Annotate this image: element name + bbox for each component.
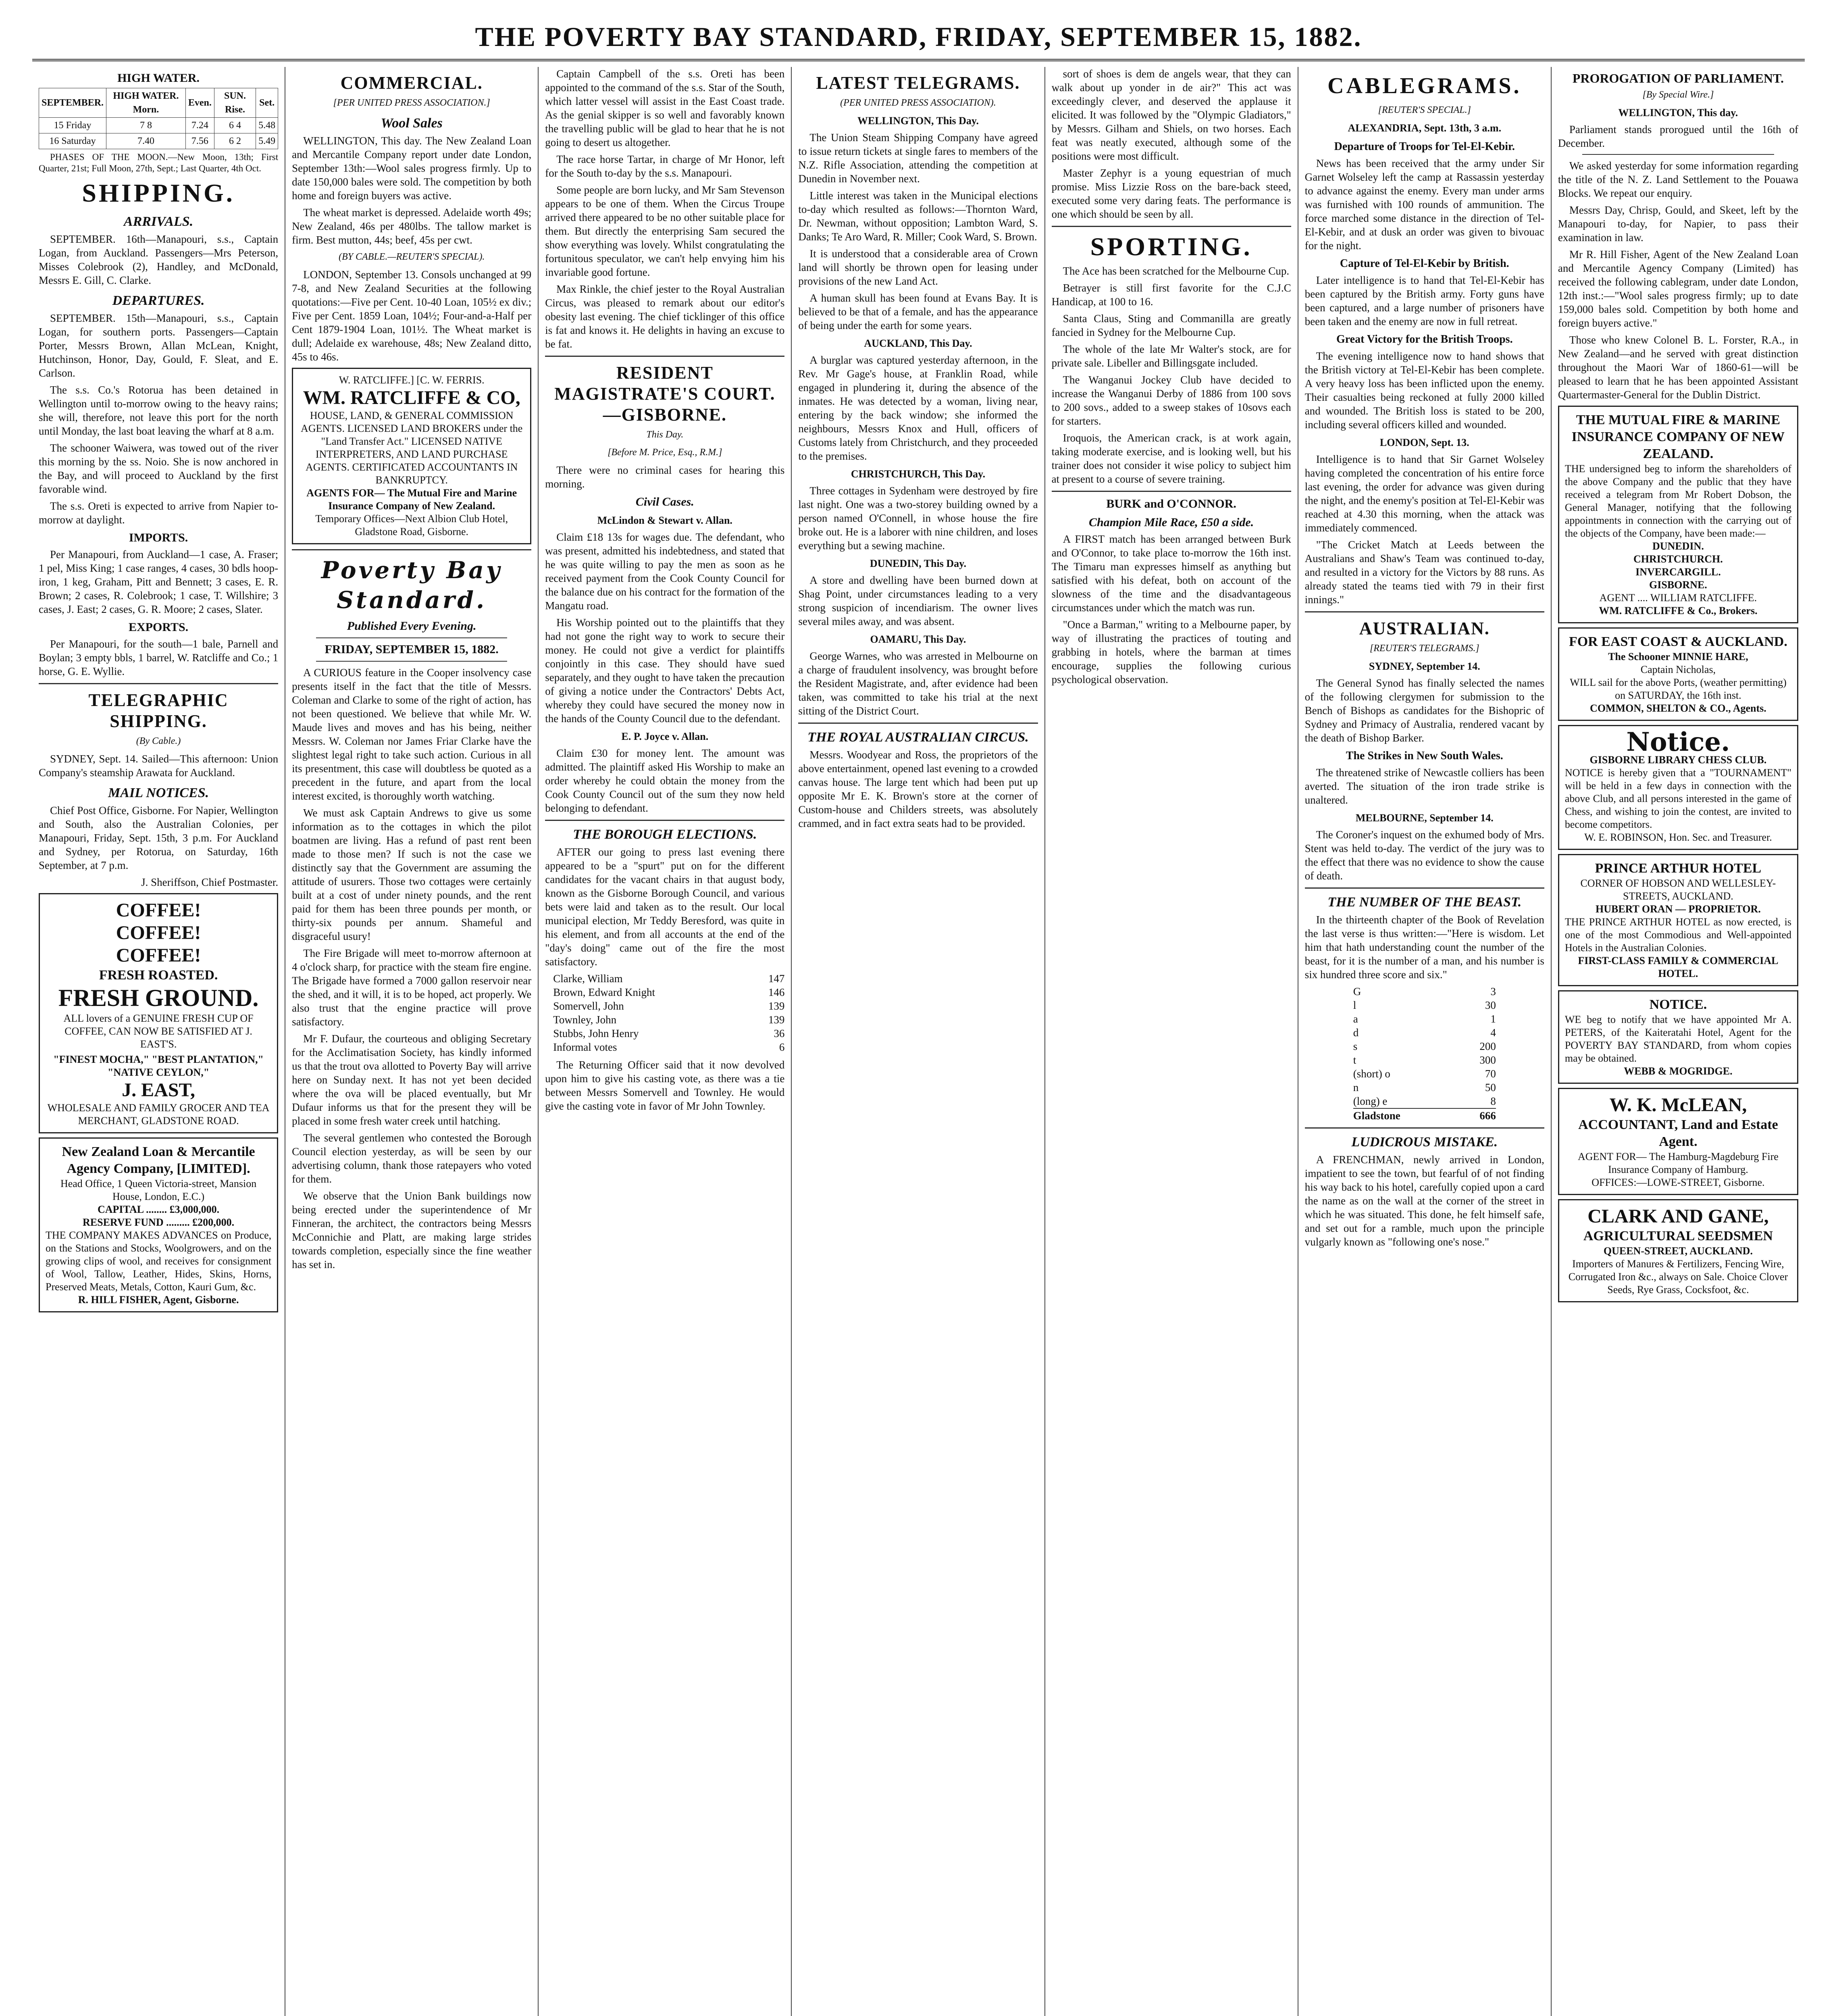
coffee-ground: FRESH GROUND. — [58, 985, 259, 1011]
burk-title: BURK and O'CONNOR. — [1106, 497, 1236, 510]
nz-loan-office: Head Office, 1 Queen Victoria-street, Mansion House, London, E.C.) — [60, 1178, 257, 1202]
divider — [39, 683, 278, 684]
beast-value: 70 — [1485, 1068, 1496, 1080]
australian-title: AUSTRALIAN. — [1359, 619, 1490, 638]
beast-title: THE NUMBER OF THE BEAST. — [1327, 895, 1522, 910]
nz-loan-body: THE COMPANY MAKES ADVANCES on Produce, on the Stations and Stocks, Woolgrowers, and on the growing clips of wool, and receives for consignment of Wool, Tallow, Leather, Hides, Skins, Horns, Preserved Meats, Metals, Cotton, Kauri Gum, &c. — [46, 1229, 272, 1293]
nz-loan-capital: CAPITAL ........ £3,000,000. — [97, 1204, 220, 1215]
news-paragraph: Messrs Day, Chrisp, Gould, and Skeet, left by the Manapouri to-day, for Napier, to pass their examination in law. — [1558, 204, 1798, 244]
mclean-title: W. K. McLEAN, — [1609, 1094, 1747, 1116]
divider — [1305, 1127, 1544, 1129]
coffee-line: COFFEE! — [116, 945, 201, 966]
sporting-paragraph: Betrayer is still first favorite for the C.J.C Handicap, at 100 to 16. — [1051, 282, 1291, 308]
list-item — [1353, 1053, 1496, 1067]
list-item — [1353, 1081, 1496, 1094]
shipping-title: SHIPPING. — [82, 179, 235, 207]
clark-title: CLARK AND GANE, — [1587, 1206, 1769, 1227]
table-header: Set. — [256, 88, 278, 118]
editorial-paragraph: The race horse Tartar, in charge of Mr Honor, left for the South to-day by the s.s. Manapouri. — [545, 153, 785, 179]
notice-sub: GISBORNE LIBRARY CHESS CLUB. — [1589, 754, 1767, 766]
notice-body: NOTICE is hereby given that a "TOURNAMENT" will be held in a few days in connection with the above Club, and all persons interested in the game of Chess, and wishing to join the contest, are invited to become competitors. — [1564, 767, 1791, 830]
list-item — [553, 972, 784, 985]
east-coast-title: FOR EAST COAST & AUCKLAND. — [1569, 634, 1787, 649]
beast-text: In the thirteenth chapter of the Book of Revelation the last verse is thus written:—"Here is wisdom. Let him that hath understanding count the number of the beast, for it is the number of a man, and his number is six hundred three score and six." — [1304, 914, 1544, 981]
news-headline: Great Victory for the British Troops. — [1336, 333, 1513, 346]
table-cell: 16 Saturday — [39, 133, 106, 149]
beast-letter: s — [1353, 1040, 1358, 1052]
candidate-votes: 6 — [779, 1041, 785, 1053]
news-paragraph: Later intelligence is to hand that Tel-El-Kebir has been captured by the British army. Forty guns have been captured, and a large number of prisoners have been taken and the enemy are now in full retreat. — [1304, 274, 1544, 327]
beast-letter: l — [1353, 999, 1356, 1011]
list-item — [553, 1040, 784, 1054]
notice2-title: NOTICE. — [1649, 997, 1707, 1012]
east-coast-captain: Captain Nicholas, — [1640, 664, 1716, 675]
telegraphic-text: SYDNEY, Sept. 14. Sailed—This afternoon: Union Company's steamship Arawata for Auckland. — [39, 753, 279, 779]
candidate-votes: 139 — [768, 1000, 785, 1012]
australian-sub: [REUTER'S TELEGRAMS.] — [1369, 643, 1479, 654]
mutual-city: DUNEDIN. — [1652, 540, 1704, 552]
candidate-name: Stubbs, John Henry — [553, 1027, 639, 1039]
ratcliffe-offices: Temporary Offices—Next Albion Club Hotel, Gladstone Road, Gisborne. — [315, 513, 508, 537]
wool-text: The wheat market is depressed. Adelaide worth 49s; New Zealand, 46s per 480lbs. The tallow market is firm. Best mutton, 44s; beef, 45s per cwt. — [292, 206, 532, 246]
sporting-paragraph: Iroquois, the American crack, is at work again, taking moderate exercise, and is looking well, but his trainer does not consider it wise policy to subject him at present to a course of severe training. — [1051, 432, 1291, 485]
beast-value: 8 — [1490, 1095, 1496, 1107]
beast-value: 50 — [1485, 1081, 1496, 1093]
editorial-paragraph: The Fire Brigade will meet to-morrow afternoon at 4 o'clock sharp, for practice with the steam fire engine. The Brigade have formed a 7000 gallon reservoir near the shed, and it will, it is to be hoped, act properly. We also trust that the engine practice will prove satisfactory. — [292, 947, 532, 1028]
hotel-title: PRINCE ARTHUR HOTEL — [1595, 861, 1762, 876]
list-item — [1353, 1026, 1496, 1039]
mutual-agent: AGENT .... WILLIAM RATCLIFFE. — [1599, 592, 1757, 604]
mutual-city: CHRISTCHURCH. — [1633, 553, 1723, 565]
ratcliffe-agents: AGENTS FOR— The Mutual Fire and Marine Insurance Company of New Zealand. — [306, 487, 517, 512]
sporting-paragraph: The whole of the late Mr Walter's stock, are for private sale. Libeller and Billingsgate included. — [1051, 343, 1291, 369]
table-cell: 5.48 — [256, 118, 278, 133]
shipping-paragraph: The schooner Waiwera, was towed out of the river this morning by the ss. Noio. She is now anchored in the Bay, and will proceed to Auckland by the first favorable wind. — [39, 442, 279, 495]
borough-title: THE BOROUGH ELECTIONS. — [573, 827, 757, 842]
sporting-title: SPORTING. — [1090, 232, 1252, 261]
column-2 — [285, 67, 539, 2016]
beast-table — [1353, 985, 1496, 1123]
exports-title: EXPORTS. — [129, 621, 189, 634]
circus-text: Master Zephyr is a young equestrian of much promise. Miss Lizzie Ross on the bare-back steed, executed some very daring feats. The performance is one which should be seen by all. — [1051, 167, 1291, 220]
news-paragraph: A human skull has been found at Evans Bay. It is believed to be that of a female, and has the appearance of being under the earth for some years. — [798, 292, 1038, 331]
column-5 — [1045, 67, 1298, 2016]
mutual-title: THE MUTUAL FIRE & MARINE INSURANCE COMPANY OF NEW ZEALAND. — [1571, 412, 1785, 461]
civil-case: E. P. Joyce v. Allan. — [621, 731, 709, 742]
divider — [545, 356, 784, 357]
dateline: OAMARU, This Day. — [870, 633, 966, 645]
divider — [1052, 226, 1291, 227]
published-line: Published Every Evening. — [347, 619, 476, 633]
beast-letter: G — [1353, 985, 1361, 998]
news-paragraph: The Union Steam Shipping Company have agreed to issue return tickets at single fares to members of the N.Z. Rifle Association, attending the competition at Dunedin in November next. — [798, 131, 1038, 185]
news-paragraph: News has been received that the army under Sir Garnet Wolseley left the camp at Rassassin yesterday to advance against the enemy. Every man under arms was furnished with 100 rounds of ammunition. The force marched some distance in the direction of Tel-El-Kebir, and at dusk an order was given to bivouac for the night. — [1304, 157, 1544, 252]
ratcliffe-ad — [292, 368, 531, 544]
shipping-paragraph: The s.s. Oreti is expected to arrive from Napier to-morrow at daylight. — [39, 500, 279, 526]
dateline: AUCKLAND, This Day. — [864, 337, 972, 349]
beast-total-label: Gladstone — [1353, 1110, 1400, 1122]
list-item — [1353, 1012, 1496, 1026]
beast-value: 4 — [1490, 1027, 1496, 1039]
dateline: SYDNEY, September 14. — [1369, 660, 1480, 672]
table-cell: 7 8 — [106, 118, 186, 133]
table-row — [39, 118, 278, 133]
civil-text: Claim £18 13s for wages due. The defendant, who was present, admitted his indebtedness, and stated that he was quite willing to pay the men as soon as he received payment from the Cook County Council for the balance due on his contract for the formation of the Mangatu road. — [545, 531, 785, 612]
clark-gane-ad — [1558, 1199, 1798, 1302]
moon-phases: PHASES OF THE MOON.—New Moon, 13th; First Quarter, 21st; Full Moon, 27th, Sept.; Last Quarter, 4th Oct. — [39, 152, 279, 173]
list-item — [1353, 1094, 1496, 1108]
news-paragraph: A burglar was captured yesterday afternoon, in the Rev. Mr Gage's house, at Franklin Road, while engaged in plundering it, during the absence of the inmates. He was detected by a woman, living near, entering by the back window; she informed the neighbours, Messrs Knox and Hull, officers of Customs lately from Christchurch, and they proceeded to the premises. — [798, 354, 1038, 462]
mutual-city: GISBORNE. — [1649, 579, 1707, 591]
mclean-offices: OFFICES:—LOWE-STREET, Gisborne. — [1592, 1177, 1765, 1188]
rm-intro: There were no criminal cases for hearing this morning. — [545, 464, 785, 490]
dateline: MELBOURNE, September 14. — [1355, 812, 1494, 824]
clark-body: Importers of Manures & Fertilizers, Fencing Wire, Corrugated Iron &c., always on Sale. Choice Clover Seeds, Rye Grass, Cocksfoot, &c. — [1568, 1258, 1788, 1295]
news-paragraph: A store and dwelling have been burned down at Shag Point, under circumstances leading to a very strong suspicion of incendiarism. The owner lives several miles away, and was absent. — [798, 574, 1038, 627]
table-header: SUN. Rise. — [214, 88, 256, 118]
sporting-paragraph: Santa Claus, Sting and Commanilla are greatly fancied in Sydney for the Melbourne Cup. — [1051, 312, 1291, 338]
coffee-line: COFFEE! — [116, 922, 201, 943]
columns — [32, 67, 1805, 2016]
editorial-paragraph: The several gentlemen who contested the Borough Council election yesterday, as will be seen by our advertising column, thank those ratepayers who voted for them. — [292, 1132, 532, 1185]
arrivals-text: SEPTEMBER. 16th—Manapouri, s.s., Captain Logan, from Auckland. Passengers—Mrs Peterson, Misses Colebrook (2), Handley, and McDonald, Messrs E. Gill, C. Clarke. — [39, 233, 279, 286]
shipping-paragraph: The s.s. Co.'s Rotorua has been detained in Wellington until to-morrow owing to the heavy rains; she will, therefore, not leave this port for the north until Monday, the last boat leaving the wharf at 8 a.m. — [39, 384, 279, 437]
column-6 — [1298, 67, 1552, 2016]
mutual-body: THE undersigned beg to inform the shareholders of the above Company and the public that they have received a telegram from Mr Robert Dobson, the General Manager, notifying that the following appointments in connection with the carrying out of the objects of the Company, have been made:— — [1564, 463, 1791, 539]
sporting-paragraph: The Wanganui Jockey Club have decided to increase the Wanganui Derby of 1886 from 100 sovs to 200 sovs., added to a sweep stakes of 10sovs each for starters. — [1051, 374, 1291, 427]
editorial-paragraph: Max Rinkle, the chief jester to the Royal Australian Circus, was pleased to remark about our editor's obesity last evening. The chief ticklinger of this office is fat and knows it. He delights in having an excuse to be fat. — [545, 283, 785, 350]
mail-text: Chief Post Office, Gisborne. For Napier, Wellington and South, also the Australian Colonies, per Manapouri, Friday, Sept. 15th, 3 p.m. For Auckland and Sydney, per Rotorua, on Saturday, 16th September, at 7 p.m. — [39, 804, 279, 871]
departures-text: SEPTEMBER. 15th—Manapouri, s.s., Captain Logan, for southern ports. Passengers—Captain Porter, Messrs Brown, Allan McLean, Knight, Hutchinson, Honor, Day, Gould, F. Sleat, and E. Carlson. — [39, 312, 279, 379]
list-item — [553, 999, 784, 1013]
news-paragraph: Little interest was taken in the Municipal elections to-day which resulted as follows:—Thornton Ward, Dr. Newman, without opposition; Lambton Ward, S. Danks; Te Aro Ward, R. Miller; Cook Ward, S. Brown. — [798, 190, 1038, 243]
list-item — [1353, 1108, 1496, 1123]
editorial-paragraph: We must ask Captain Andrews to give us some information as to the cottages in which the pilot boatmen are living. Has a refund of past rent been made to those men? If such is not the case we distinctly say that the Government are assuming the attitude of usurers. Those two cottages were certainly built at a cost of under ninety pounds, and the rent paid for them has been three pounds per month, or thirty-six pounds per annum. Shameful and disgraceful usury! — [292, 807, 532, 942]
beast-value: 300 — [1479, 1054, 1496, 1066]
mutual-sign: WM. RATCLIFFE & Co., Brokers. — [1599, 605, 1758, 616]
editorial-paragraph: A CURIOUS feature in the Cooper insolvency case presents itself in the fact that the title of Messrs. Coleman and Clarke to some of the right of action, has not been questioned. We believe that while Mr. W. Maude lives and moves and has his being, neither Messrs. W. Coleman nor James Friar Clarke have the slightest legal right to take such action. Curious in all its presentment, this case will doubtless be quoted as a precedent in the future, and apart from the local interest excited, is thoroughly worth watching. — [292, 666, 532, 802]
table-row — [39, 133, 278, 149]
imports-title: IMPORTS. — [129, 531, 188, 544]
candidate-name: Somervell, John — [553, 1000, 624, 1012]
candidate-votes: 36 — [774, 1027, 785, 1039]
latest-sub: (PER UNITED PRESS ASSOCIATION). — [840, 98, 996, 108]
notice2-body: WE beg to notify that we have appointed Mr A. PETERS, of the Kaiteratahi Hotel, Agent for the POVERTY BAY STANDARD, from whom copies may be obtained. — [1564, 1014, 1791, 1064]
editorial-paragraph: Captain Campbell of the s.s. Oreti has been appointed to the command of the s.s. Star of the South, which latter vessel will assist in the East Coast trade. As the genial skipper is so well and favorably known the travelling public will be glad to hear that he is not going to desert us altogether. — [545, 68, 785, 148]
east-coast-ad — [1558, 627, 1798, 721]
coffee-name: J. EAST, — [122, 1079, 195, 1101]
rm-this-day: This Day. — [646, 429, 684, 440]
cable-text: LONDON, September 13. Consols unchanged at 99 7-8, and New Zealand Securities at the following quotations:—Five per Cent. 10-40 Loan, 105½ ex div.; Five per Cent. 1859 Loan, 104½; Four-and-a-Half per Cent 1879-1904 Loan, 101½. The Wheat market is dull; Adelaide ex warehouse, 48s; New Zealand ditto, 45s to 46s. — [292, 269, 532, 363]
news-paragraph: Mr R. Hill Fisher, Agent of the New Zealand Loan and Mercantile Agency Company (Limited) has received the following cablegram, under date London, 12th inst.:—"Wool sales progress firmly; up to date 159,000 bales sold. Competition by both home and foreign buyers active." — [1558, 248, 1798, 329]
coffee-roasted: FRESH ROASTED. — [99, 968, 218, 983]
divider — [292, 549, 531, 550]
news-paragraph: The General Synod has finally selected the names of the following clergymen for submission to the Bench of Bishops as candidates for the Bishopric of Sydney and Primacy of Australia, rendered vacant by the death of Bishop Barker. — [1304, 677, 1544, 744]
divider — [1305, 611, 1544, 612]
circus-title: THE ROYAL AUSTRALIAN CIRCUS. — [807, 730, 1029, 745]
table-cell: 15 Friday — [39, 118, 106, 133]
standard-agent-notice — [1558, 990, 1798, 1084]
borough-text: AFTER our going to press last evening there appeared to be a "spurt" put on for the different candidates for the vacant chairs in that august body, known as the Gisborne Borough Council, and various bets were laid and taken as to the result. Our local municipal election, Mr Teddy Beresford, was quite in his element, and from all accounts at the end of the "day's doing" came out of the fire the most satisfactory. — [545, 846, 785, 968]
ratcliffe-body: HOUSE, LAND, & GENERAL COMMISSION AGENTS. LICENSED LAND BROKERS under the "Land Transfer Act." LICENSED NATIVE INTERPRETERS, AND LAND PURCHASE AGENTS. CERTIFICATED ACCOUNTANTS IN BANKRUPTCY. — [301, 410, 523, 486]
table-cell: 6 4 — [214, 118, 256, 133]
news-paragraph: "The Cricket Match at Leeds between the Australians and Shaw's Team was continued to-day, and resulted in a victory for the Victors by 88 runs. As already stated the teams tied with 79 in their first innings." — [1304, 539, 1544, 606]
table-header: HIGH WATER. Morn. — [106, 88, 186, 118]
civil-title: Civil Cases. — [635, 495, 694, 508]
column-4 — [792, 67, 1045, 2016]
column-7 — [1552, 67, 1805, 2016]
rm-before: [Before M. Price, Esq., R.M.] — [607, 447, 722, 458]
divider — [316, 661, 507, 662]
coffee-brands: "FINEST MOCHA," "BEST PLANTATION," "NATIVE CEYLON," — [53, 1054, 264, 1078]
high-water-table — [39, 88, 278, 149]
divider — [1305, 887, 1544, 889]
table-cell: 7.56 — [185, 133, 214, 149]
hotel-sub: CORNER OF HOBSON AND WELLESLEY-STREETS, AUCKLAND. — [1580, 877, 1776, 902]
commercial-sub: [PER UNITED PRESS ASSOCIATION.] — [333, 98, 490, 108]
news-paragraph: The evening intelligence now to hand shows that the British victory at Tel-El-Kebir has been complete. A very heavy loss has been inflicted upon the enemy. Their casualties being reckoned at fully 2000 killed and wounded. The British loss is stated to be 200, including several officers killed and wounded. — [1304, 350, 1544, 431]
mclean-body: AGENT FOR— The Hamburg-Magdeburg Fire Insurance Company of Hamburg. — [1578, 1151, 1779, 1175]
table-cell: 7.40 — [106, 133, 186, 149]
editorial-paragraph: Some people are born lucky, and Mr Sam Stevenson appears to be one of them. When the Circus Troupe arrived there appeared to be no other suitable place for them. But directly the enterprising Sam secured the show everything was lovely. Whilst congratulating the fortunitous speculator, we can't help envying him his invariable good fortune. — [545, 184, 785, 278]
beast-total-value: 666 — [1479, 1110, 1496, 1122]
beast-letter: d — [1353, 1027, 1359, 1039]
list-item — [1353, 1067, 1496, 1081]
candidate-name: Clarke, William — [553, 973, 623, 985]
telegraphic-sub: (By Cable.) — [136, 736, 181, 746]
news-paragraph: Three cottages in Sydenham were destroyed by fire last night. One was a two-storey building owned by a person named O'Connell, in whose house the fire broke out. He is a laborer with nine children, and loses everything but a sewing machine. — [798, 485, 1038, 552]
editorial-paragraph: We observe that the Union Bank buildings now being erected under the superintendence of Mr Finneran, the architect, the contractors being Messrs McConnichie and Platt, are making large strides towards completion, especially since the fine weather has set in. — [292, 1190, 532, 1270]
cablegrams-title: CABLEGRAMS. — [1327, 73, 1522, 98]
news-paragraph: George Warnes, who was arrested in Melbourne on a charge of fraudulent insolvency, was brought before the Resident Magistrate, and, after evidence had been taken, was committed to take his trial at the next sitting of the District Court. — [798, 650, 1038, 717]
rm-title: RESIDENT MAGISTRATE'S COURT.—GISBORNE. — [554, 363, 776, 425]
east-coast-vessel: The Schooner MINNIE HARE, — [1608, 651, 1748, 662]
mail-sign: J. Sheriffson, Chief Postmaster. — [141, 876, 279, 888]
notice-sign: W. E. ROBINSON, Hon. Sec. and Treasurer. — [1584, 831, 1772, 843]
cable-title: (BY CABLE.—REUTER'S SPECIAL). — [338, 252, 485, 262]
divider — [545, 820, 784, 821]
telegraphic-title: TELEGRAPHIC SHIPPING. — [88, 690, 229, 731]
wool-title: Wool Sales — [381, 116, 443, 131]
news-paragraph: Intelligence is to hand that Sir Garnet Wolseley having completed the concentration of his entire force last evening, the order for advance was given during the night, and the enemy's position at Tel-El-Kebir was reached at 4.30 this morning, when the attack was immediately commenced. — [1304, 453, 1544, 534]
clark-place: QUEEN-STREET, AUCKLAND. — [1603, 1245, 1753, 1257]
table-cell: 6 2 — [214, 133, 256, 149]
dateline: ALEXANDRIA, Sept. 13th, 3 a.m. — [1348, 122, 1502, 134]
cablegrams-sub: [REUTER'S SPECIAL.] — [1378, 105, 1471, 115]
list-item — [553, 1027, 784, 1040]
coffee-line: COFFEE! — [116, 900, 201, 921]
mutual-insurance-ad — [1558, 406, 1798, 623]
news-paragraph: The threatened strike of Newcastle colliers has been averted. The situation of the iron trade strike is unaltered. — [1304, 766, 1544, 806]
hotel-body: THE PRINCE ARTHUR HOTEL as now erected, is one of the most Commodious and Well-appointed Hotels in the Australian Colonies. — [1564, 916, 1791, 954]
exports-text: Per Manapouri, for the south—1 bale, Parnell and Boylan; 3 empty bbls, 1 barrel, W. Ratcliffe and Co.; 1 horse, G. E. Wyllie. — [39, 638, 279, 677]
news-headline: Capture of Tel-El-Kebir by British. — [1340, 257, 1509, 270]
divider — [798, 723, 1038, 724]
nz-loan-reserve: RESERVE FUND ......... £200,000. — [83, 1216, 235, 1228]
prorogation-sub: [By Special Wire.] — [1642, 90, 1714, 100]
beast-letter: (short) o — [1353, 1068, 1390, 1080]
nz-loan-agent: R. HILL FISHER, Agent, Gisborne. — [78, 1294, 239, 1306]
dateline: WELLINGTON, This Day. — [857, 115, 979, 127]
news-paragraph: It is understood that a considerable area of Crown land will shortly be thrown open for leasing under provisions of the new Land Act. — [798, 248, 1038, 287]
latest-title: LATEST TELEGRAMS. — [816, 73, 1020, 93]
nz-loan-ad — [39, 1137, 278, 1312]
civil-text: His Worship pointed out to the plaintiffs that they had not gone the right way to work to secure their money. He could not give a verdict for plaintiffs conjointly in this case. They should have sued separately, and they ought to have taken the precaution of giving a notice under the Contractors' Debts Act, whereby they could have secured the money now in the hands of the County Council due to the defendant. — [545, 616, 785, 725]
east-coast-body: WILL sail for the above Ports, (weather permitting) on SATURDAY, the 16th inst. — [1570, 677, 1787, 701]
ratcliffe-title: WM. RATCLIFFE & CO, — [303, 387, 520, 408]
table-header: Even. — [185, 88, 214, 118]
list-item — [553, 985, 784, 999]
news-paragraph: The Coroner's inquest on the exhumed body of Mrs. Stent was held to-day. The verdict of the jury was to the effect that there was no evidence to show the cause of death. — [1304, 829, 1544, 882]
masthead: THE POVERTY BAY STANDARD, FRIDAY, SEPTEMBER 15, 1882. — [32, 15, 1805, 61]
coffee-body: ALL lovers of a GENUINE FRESH CUP OF COFFEE, CAN NOW BE SATISFIED AT J. EAST'S. — [63, 1012, 254, 1050]
list-item — [1353, 985, 1496, 998]
news-paragraph: Parliament stands prorogued until the 16th of December. — [1558, 123, 1798, 149]
news-headline: The Strikes in New South Wales. — [1346, 750, 1503, 762]
coffee-trade: WHOLESALE AND FAMILY GROCER AND TEA MERCHANT, GLADSTONE ROAD. — [47, 1102, 270, 1127]
ratcliffe-names: W. RATCLIFFE.] [C. W. FERRIS. — [339, 374, 485, 386]
column-1 — [32, 67, 285, 2016]
candidate-name: Informal votes — [553, 1041, 617, 1053]
news-paragraph: Those who knew Colonel B. L. Forster, R.A., in New Zealand—and he served with great distinction throughout the Maori War of 1860-61—will be pleased to learn that he has been appointed Assistant Quartermaster-General for the Dublin District. — [1558, 334, 1798, 401]
circus-text: Messrs. Woodyear and Ross, the proprietors of the above entertainment, opened last evening to a crowded canvas house. The large tent which had been put up opposite Mr E. K. Brown's store at the corner of Custom-house and Childers streets, was absolutely crammed, and in fact extra seats had to be provided. — [798, 749, 1038, 829]
beast-value: 1 — [1490, 1013, 1496, 1025]
list-item — [1353, 998, 1496, 1012]
poll-list — [553, 972, 784, 1054]
imports-text: Per Manapouri, from Auckland—1 case, A. Fraser; 1 pel, Miss King; 1 case ranges, 4 cases, 30 bdls hoop-iron, 1 keg, Graham, Pitt and Bennett; 3 cases, E. R. Brown; 2 cases, R. Colebrook; 1 case, T. Willshire; 3 cases, J. East; 2 cases, G. R. Moore; 2 cases, Slater. — [39, 548, 279, 615]
high-water-title: HIGH WATER. — [117, 71, 200, 85]
paper-title: Poverty Bay Standard. — [321, 556, 502, 614]
dateline: WELLINGTON, This day. — [1618, 107, 1738, 119]
nz-loan-title: New Zealand Loan & Mercantile Agency Company, [LIMITED]. — [62, 1144, 255, 1176]
table-cell: 5.49 — [256, 133, 278, 149]
sporting-paragraph: The Ace has been scratched for the Melbourne Cup. — [1063, 265, 1290, 277]
list-item — [553, 1013, 784, 1027]
table-cell: 7.24 — [185, 118, 214, 133]
mutual-city: INVERCARGILL. — [1635, 566, 1721, 578]
civil-case: McLindon & Stewart v. Allan. — [597, 514, 732, 526]
coffee-ad — [39, 893, 278, 1133]
dateline: LONDON, Sept. 13. — [1379, 437, 1469, 448]
barman-text: "Once a Barman," writing to a Melbourne paper, by way of illustrating the practices of touting and grabbing in hotels, where the barman at times encourage, supplies the following curious psychological observation. — [1051, 619, 1291, 685]
divider — [316, 637, 507, 638]
wool-text: WELLINGTON, This day. The New Zealand Loan and Mercantile Company report under date London, September 13th:—Wool sales progress firmly. Up to date 150,000 bales were sold. The competition by both home and foreign buyers was active. — [292, 135, 532, 202]
list-item — [1353, 1039, 1496, 1053]
mail-title: MAIL NOTICES. — [108, 785, 209, 800]
candidate-votes: 139 — [768, 1014, 785, 1026]
arrivals-title: ARRIVALS. — [123, 214, 193, 229]
beast-letter: a — [1353, 1013, 1358, 1025]
table-header: SEPTEMBER. — [39, 88, 106, 118]
beast-letter: t — [1353, 1054, 1356, 1066]
news-paragraph: We asked yesterday for some information regarding the title of the N. Z. Land Settlement to the Pouawa Blocks. We repeat our enquiry. — [1558, 160, 1798, 199]
divider — [1582, 154, 1774, 155]
burk-subtitle: Champion Mile Race, £50 a side. — [1089, 516, 1254, 529]
mistake-text: A FRENCHMAN, newly arrived in London, impatient to see the town, but fearful of of not finding his way back to his hotel, carefully copied upon a card the name as on the wall at the corner of the street in which he was situated. This done, he felt himself safe, and set out for a ramble, much upon the principle vulgarly known as "following one's nose." — [1304, 1154, 1544, 1248]
dateline: CHRISTCHURCH, This Day. — [851, 468, 986, 480]
divider — [1052, 491, 1291, 492]
borough-text: The Returning Officer said that it now devolved upon him to give his casting vote, as there was a tie between Messrs Somervell and Townley. He would give the casting vote in favor of Mr John Townley. — [545, 1059, 785, 1112]
hotel-prop: HUBERT ORAN — PROPRIETOR. — [1595, 903, 1761, 915]
mistake-title: LUDICROUS MISTAKE. — [1351, 1135, 1498, 1150]
hotel-tag: FIRST-CLASS FAMILY & COMMERCIAL HOTEL. — [1578, 955, 1779, 979]
news-headline: Departure of Troops for Tel-El-Kebir. — [1334, 140, 1515, 153]
notice-title: Notice. — [1626, 727, 1730, 757]
prorogation-title: PROROGATION OF PARLIAMENT. — [1572, 71, 1784, 85]
dateline: DUNEDIN, This Day. — [870, 558, 967, 569]
mclean-sub: ACCOUNTANT, Land and Estate Agent. — [1578, 1117, 1778, 1149]
east-coast-agents: COMMON, SHELTON & CO., Agents. — [1590, 702, 1766, 714]
notice2-sign: WEBB & MOGRIDGE. — [1624, 1065, 1733, 1077]
candidate-votes: 147 — [768, 973, 785, 985]
chess-notice-ad — [1558, 725, 1798, 850]
dateline: FRIDAY, SEPTEMBER 15, 1882. — [325, 643, 499, 656]
mclean-ad — [1558, 1088, 1798, 1195]
candidate-name: Townley, John — [553, 1014, 617, 1026]
column-3 — [539, 67, 792, 2016]
beast-value: 200 — [1479, 1040, 1496, 1052]
beast-letter: n — [1353, 1081, 1359, 1093]
circus-text: sort of shoes is dem de angels wear, that they can walk about up yonder in de air?" This act was exceedingly clever, and deserved the applause it elicited. It was followed by the "Olympic Gladiators," by Messrs. Gilham and Shiels, on two horses. Each feat was neatly executed, although some of the positions were most difficult. — [1051, 68, 1291, 162]
commercial-title: COMMERCIAL. — [340, 73, 483, 93]
burk-text: A FIRST match has been arranged between Burk and O'Connor, to take place to-morrow the 16th inst. The Timaru man expresses himself as anything but satisfied with his defeat, both on account of the slowness of the time and the disadvantageous circumstances under which the match was run. — [1051, 533, 1291, 614]
beast-letter: (long) e — [1353, 1095, 1388, 1107]
candidate-votes: 146 — [768, 986, 785, 998]
beast-value: 3 — [1490, 985, 1496, 998]
clark-sub: AGRICULTURAL SEEDSMEN — [1583, 1229, 1773, 1243]
departures-title: DEPARTURES. — [112, 293, 205, 308]
civil-text: Claim £30 for money lent. The amount was admitted. The plaintiff asked His Worship to make an order whereby he could obtain the money from the Cook County Council out of the sum they now held belonging to defendant. — [545, 747, 785, 814]
editorial-paragraph: Mr F. Dufaur, the courteous and obliging Secretary for the Acclimatisation Society, has kindly informed us that the trout ova allotted to Poverty Bay will arrive here on Sunday next. It has not yet been decided where the ova will be placed eventually, but Mr Dufaur informs us that for the present they will be placed in some fresh water creek until hatching. — [292, 1033, 532, 1127]
hotel-ad — [1558, 854, 1798, 986]
candidate-name: Brown, Edward Knight — [553, 986, 655, 998]
beast-value: 30 — [1485, 999, 1496, 1011]
